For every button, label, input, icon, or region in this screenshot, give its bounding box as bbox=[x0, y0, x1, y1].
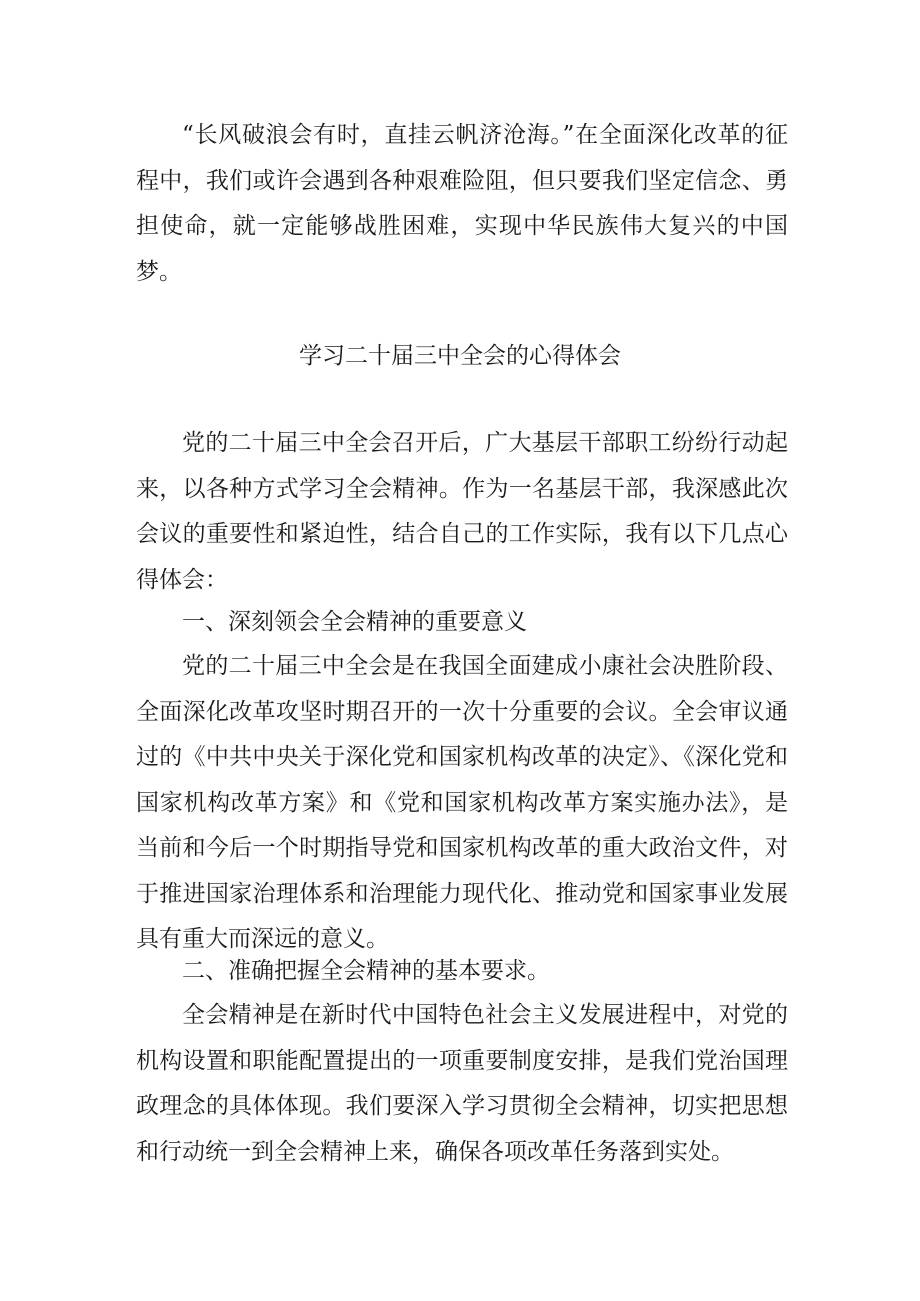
section-2-paragraph: 全会精神是在新时代中国特色社会主义发展进程中，对党的机构设置和职能配置提出的一项重要制度安排，是我们党治国理政理念的具体体现。我们要深入学习贯彻全会精神，切实把思想和行动统一到全会精神上来，确保各项改革任务落到实处。 bbox=[136, 1002, 788, 1165]
intro-paragraph: “长风破浪会有时，直挂云帆济沧海。”在全面深化改革的征程中，我们或许会遇到各种艰难险阻，但只要我们坚定信念、勇担使命，就一定能够战胜困难，实现中华民族伟大复兴的中国梦。 bbox=[136, 122, 788, 285]
section-2-heading: 二、准确把握全会精神的基本要求。 bbox=[182, 958, 550, 984]
section-1-heading: 一、深刻领会全会精神的重要意义 bbox=[182, 609, 527, 635]
opening-paragraph: 党的二十届三中全会召开后，广大基层干部职工纷纷行动起来，以各种方式学习全会精神。作为一名基层干部，我深感此次会议的重要性和紧迫性，结合自己的工作实际，我有以下几点心得体会： bbox=[136, 430, 788, 593]
section-1-paragraph: 党的二十届三中全会是在我国全面建成小康社会决胜阶段、全面深化改革攻坚时期召开的一次十分重要的会议。全会审议通过的《中共中央关于深化党和国家机构改革的决定》、《深化党和国家机构改革方案》和《党和国家机构改革方案实施办法》，是当前和今后一个时期指导党和国家机构改革的重大政治文件，对于推进国家治理体系和治理能力现代化、推动党和国家事业发展具有重大而深远的意义。 bbox=[136, 653, 788, 952]
document-title: 学习二十届三中全会的心得体会 bbox=[299, 343, 621, 369]
